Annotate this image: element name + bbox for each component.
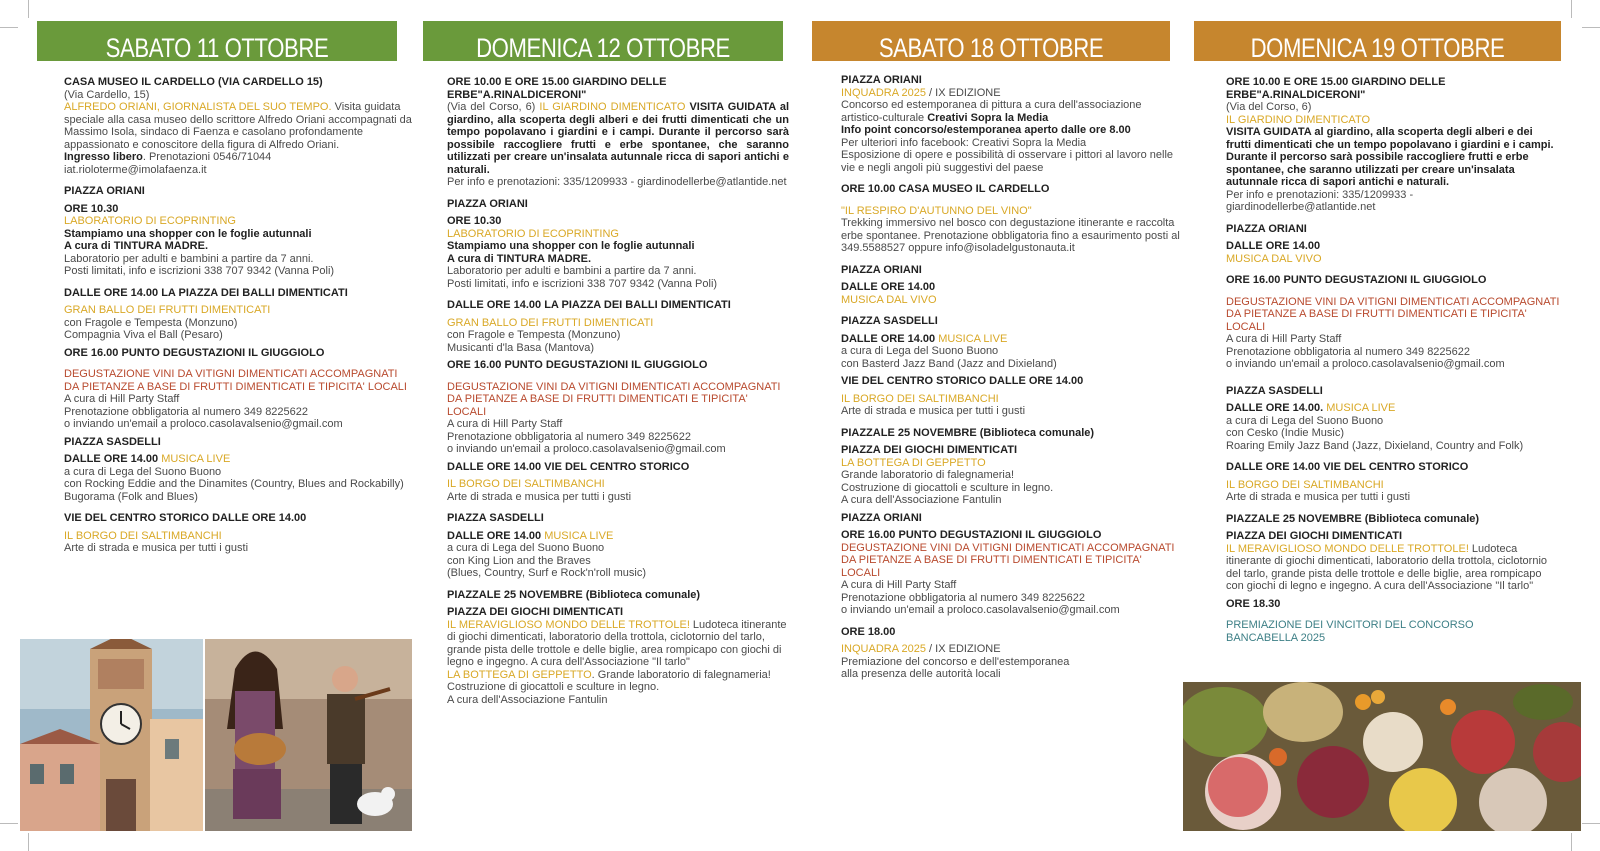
event-time: ORE 10.30 [447,215,502,227]
event-title: IL BORGO DEI SALTIMBANCHI [841,392,999,405]
event-title: MUSICA DAL VIVO [841,293,937,306]
col1-program: CASA MUSEO IL CARDELLO (VIA CARDELLO 15) (Via Cardello, 15) ALFREDO ORIANI, GIORNALISTA DEL SUO TEMPO. Visita guidata speciale alla casa museo dello scrittore Alfredo Oriani accompagnati da Massimo Isola, sindaco di Faenza e casolano profondamente appassionato e conoscitore della figura di Alfredo Oriani. Ingresso libero. Prenotazioni 0546/71044 iat.rioloterme@imolafaenza.it PIAZZA ORIANI ORE 10.30 LABORATORIO DI ECOPRINTING Stampiamo una shopper con le foglie autunnali A cura di TINTURA MADRE. Laboratorio per adulti e bambini a partire da 7 anni. Posti limitati, info e iscrizioni 338 707 9342 (Vanna Poli) DALLE ORE 14.00 LA PIAZZA DEI BALLI DIMENTICATI GRAN BALLO DEI FRUTTI DIMENTICATI con Fragole e Tempesta (Monzuno) Compagnia Viva el Ball (Pesaro) ORE 16.00 PUNTO DEGUSTAZIONI IL GIUGGIOLO DEGUSTAZIONE VINI DA VITIGNI DIMENTICATI ACCOMPAGNATI DA PIETANZE A BASE DI FRUTTI DIMENTICATI E TIPICITA' LOCALI A cura di Hill Party Staff Prenotazione obbligatoria al numero 349 8225622 o inviando un'email a proloco.casolavalsenio@gmail.com PIAZZA SASDELLI DALLE ORE 14.00 MUSICA LIVE a cura di Lega del Suono Buono con Rocking Eddie and the Dinamites (Country, Blues and Rockabilly) Bugorama (Folk and Blues) VIE DEL CENTRO STORICO DALLE ORE 14.00 IL BORGO DEI SALTIMBANCHI Arte di strada e musica per tutti i gusti [64,76,414,555]
event-description: VISITA GUIDATA al giardino, alla scoperta degli alberi e dei frutti dimenticati che un tempo popolavano i giardini e i campi. Durante il percorso sarà possibile raccogliere frutti e erbe spontanee, che saranno utilizzati per creare un'insalata autunnale ricca di sapori antichi e naturali. [1226,126,1554,188]
venue-title: PIAZZA DEI GIOCHI DIMENTICATI [841,444,1017,456]
venue-title: DALLE ORE 14.00 LA PIAZZA DEI BALLI DIMENTICATI [64,286,348,299]
clock-tower-photo [20,639,203,831]
event-time: DALLE ORE 14.00 MUSICA LIVE [447,529,614,542]
event-time: DALLE ORE 14.00 [1226,240,1321,252]
crop-mark [0,823,18,824]
event-time: DALLE ORE 14.00 MUSICA LIVE [841,332,1008,345]
venue-title: PIAZZA SASDELLI [64,435,161,448]
event-time: DALLE ORE 14.00 MUSICA LIVE [64,453,231,465]
event-title: ALFREDO ORIANI, GIORNALISTA DEL SUO TEMPO. [64,101,332,113]
venue-title: PIAZZA SASDELLI [447,512,544,524]
event-title: DEGUSTAZIONE VINI DA VITIGNI DIMENTICATI ACCOMPAGNATI [447,380,781,393]
event-time: DALLE ORE 14.00. MUSICA LIVE [1226,402,1396,414]
venue-title: PIAZZA DEI GIOCHI DIMENTICATI [1226,530,1402,542]
crop-mark [28,0,29,18]
event-description: LA BOTTEGA DI GEPPETTO. Grande laboratorio di falegnameria! [447,668,771,681]
venue-title: VIE DEL CENTRO STORICO DALLE ORE 14.00 [841,375,1084,387]
venue-address: (Via Cardello, 15) [64,88,150,101]
venue-title: CASA MUSEO IL CARDELLO (VIA CARDELLO 15) [64,76,323,88]
venue-title: PIAZZALE 25 NOVEMBRE (Biblioteca comunale) [447,588,701,601]
event-title: PREMIAZIONE DEI VINCITORI DEL CONCORSO [1226,619,1474,631]
event-description: IL MERAVIGLIOSO MONDO DELLE TROTTOLE! Ludoteca itinerante di giochi dimenticati, laboratorio della trottola, ciclotornio del tarlo, grande pista delle trottole e delle biglie, area rompicapo con giochi di legno e ingegno. A cura dell'Associazione "Il tarlo" [447,618,787,668]
venue-title: PIAZZA DEI GIOCHI DIMENTICATI [447,606,623,618]
venue-title: ORE 10.00 E ORE 15.00 GIARDINO DELLE ERBE"A.RINALDICERONI" [447,76,667,101]
venue-title: PIAZZA ORIANI [64,185,145,197]
event-title: "IL RESPIRO D'AUTUNNO DEL VINO" [841,204,1032,217]
venue-title: PIAZZA ORIANI [841,263,922,276]
venue-title: ORE 10.00 CASA MUSEO IL CARDELLO [841,183,1050,195]
venue-title: PIAZZA SASDELLI [841,315,938,327]
day-header-domenica-19: DOMENICA 19 OTTOBRE [1194,21,1561,61]
venue-title: DALLE ORE 14.00 VIE DEL CENTRO STORICO [1226,461,1469,473]
event-title: IL BORGO DEI SALTIMBANCHI [64,529,222,542]
venue-title: PIAZZA ORIANI [841,74,922,86]
event-title: GRAN BALLO DEI FRUTTI DIMENTICATI [64,304,271,316]
event-description: (Via del Corso, 6) IL GIARDINO DIMENTICATO VISITA GUIDATA al giardino, alla scoperta degli alberi e dei frutti dimenticati che un tempo popolavano i giardini e i campi. Durante il percorso sarà possibile raccogliere frutti e erbe spontanee, che saranno utilizzati per creare un'insalata autunnale ricca di sapori antichi e naturali. [447,101,789,176]
day-header-sabato-11: SABATO 11 OTTOBRE [37,21,397,61]
crop-mark [0,27,18,28]
event-description: Concorso ed estemporanea di pittura a cura dell'associazione artistico-culturale Creativi Sopra la Media [841,99,1142,124]
crop-mark [1582,823,1600,824]
day-header-domenica-12: DOMENICA 12 OTTOBRE [423,21,783,61]
venue-title: PIAZZA ORIANI [841,511,922,524]
event-title: DEGUSTAZIONE VINI DA VITIGNI DIMENTICATI ACCOMPAGNATI [64,368,398,380]
venue-address: (Via del Corso, 6) [1226,101,1312,113]
venue-title: PIAZZA ORIANI [447,197,528,210]
event-title: LABORATORIO DI ECOPRINTING [447,227,619,240]
crop-mark [1571,0,1572,18]
forgotten-fruits-photo [1183,682,1581,831]
venue-title: PIAZZALE 25 NOVEMBRE (Biblioteca comunale) [841,426,1095,439]
event-title: IL GIARDINO DIMENTICATO [1226,113,1371,126]
event-title: INQUADRA 2025 / IX EDIZIONE [841,643,1001,655]
venue-title: VIE DEL CENTRO STORICO DALLE ORE 14.00 [64,512,307,524]
event-title: INQUADRA 2025 / IX EDIZIONE [841,86,1001,99]
event-time: ORE 18.30 [1226,597,1281,610]
day-header-sabato-18: SABATO 18 OTTOBRE [812,21,1170,61]
event-title: MUSICA DAL VIVO [1226,252,1322,265]
event-title: IL BORGO DEI SALTIMBANCHI [447,478,605,490]
venue-title: DALLE ORE 14.00 VIE DEL CENTRO STORICO [447,460,690,473]
event-time: ORE 18.00 [841,625,896,638]
event-title: IL BORGO DEI SALTIMBANCHI [1226,478,1384,491]
event-title: LABORATORIO DI ECOPRINTING [64,215,236,227]
event-time: DALLE ORE 14.00 [841,281,936,293]
venue-title: PIAZZA ORIANI [1226,222,1307,235]
venue-title: ORE 16.00 PUNTO DEGUSTAZIONI IL GIUGGIOLO [447,359,708,371]
venue-title: PIAZZALE 25 NOVEMBRE (Biblioteca comunale) [1226,512,1480,525]
musicians-photo [205,639,412,831]
crop-mark [28,833,29,851]
venue-title: ORE 16.00 PUNTO DEGUSTAZIONI IL GIUGGIOLO [841,529,1102,541]
event-title: GRAN BALLO DEI FRUTTI DIMENTICATI [447,316,654,329]
col4-program: ORE 10.00 E ORE 15.00 GIARDINO DELLE ERBE"A.RINALDICERONI" (Via del Corso, 6) IL GIARDINO DIMENTICATO VISITA GUIDATA al giardino, alla scoperta degli alberi e dei frutti dimenticati che un tempo popolavano i giardini e i campi. Durante il percorso sarà possibile raccogliere frutti e erbe spontanee, che saranno utilizzati per creare un'insalata autunnale ricca di sapori antichi e naturali. Per info e prenotazioni: 335/1209933 - giardinodellerbe@atlantide.net PIAZZA ORIANI DALLE ORE 14.00 MUSICA DAL VIVO ORE 16.00 PUNTO DEGUSTAZIONI IL GIUGGIOLO DEGUSTAZIONE VINI DA VITIGNI DIMENTICATI ACCOMPAGNATI DA PIETANZE A BASE DI FRUTTI DIMENTICATI E TIPICITA' LOCALI A cura di Hill Party Staff Prenotazione obbligatoria al numero 349 8225622 o inviando un'email a proloco.casolavalsenio@gmail.com PIAZZA SASDELLI DALLE ORE 14.00. MUSICA LIVE a cura di Lega del Suono Buono con Cesko (Indie Music) Roaring Emily Jazz Band (Jazz, Dixieland, Country and Folk) DALLE ORE 14.00 VIE DEL CENTRO STORICO IL BORGO DEI SALTIMBANCHI Arte di strada e musica per tutti i gusti PIAZZALE 25 NOVEMBRE (Biblioteca comunale) PIAZZA DEI GIOCHI DIMENTICATI IL MERAVIGLIOSO MONDO DELLE TROTTOLE! Ludoteca itinerante di giochi dimenticati, laboratorio della trottola, ciclotornio del tarlo, grande pista delle trottole e delle biglie, area rompicapo con giochi di legno e ingegno. A cura dell'Associazione "Il tarlo" ORE 18.30 PREMIAZIONE DEI VINCITORI DEL CONCORSO BANCABELLA 2025 [1226,76,1560,644]
event-title: DEGUSTAZIONE VINI DA VITIGNI DIMENTICATI ACCOMPAGNATI [841,541,1175,554]
col2-program: ORE 10.00 E ORE 15.00 GIARDINO DELLE ERBE"A.RINALDICERONI" (Via del Corso, 6) IL GIARDINO DIMENTICATO VISITA GUIDATA al giardino, alla scoperta degli alberi e dei frutti dimenticati che un tempo popolavano i giardini e i campi. Durante il percorso sarà possibile raccogliere frutti e erbe spontanee, che saranno utilizzati per creare un'insalata autunnale ricca di sapori antichi e naturali. Per info e prenotazioni: 335/1209933 - giardinodellerbe@atlantide.net PIAZZA ORIANI ORE 10.30 LABORATORIO DI ECOPRINTING Stampiamo una shopper con le foglie autunnali A cura di TINTURA MADRE. Laboratorio per adulti e bambini a partire da 7 anni. Posti limitati, info e iscrizioni 338 707 9342 (Vanna Poli) DALLE ORE 14.00 LA PIAZZA DEI BALLI DIMENTICATI GRAN BALLO DEI FRUTTI DIMENTICATI con Fragole e Tempesta (Monzuno) Musicanti d'la Basa (Mantova) ORE 16.00 PUNTO DEGUSTAZIONI IL GIUGGIOLO DEGUSTAZIONE VINI DA VITIGNI DIMENTICATI ACCOMPAGNATI DA PIETANZE A BASE DI FRUTTI DIMENTICATI E TIPICITA' LOCALI A cura di Hill Party Staff Prenotazione obbligatoria al numero 349 8225622 o inviando un'email a proloco.casolavalsenio@gmail.com DALLE ORE 14.00 VIE DEL CENTRO STORICO IL BORGO DEI SALTIMBANCHI Arte di strada e musica per tutti i gusti PIAZZA SASDELLI DALLE ORE 14.00 MUSICA LIVE a cura di Lega del Suono Buono con King Lion and the Braves (Blues, Country, Surf e Rock'n'roll music) PIAZZALE 25 NOVEMBRE (Biblioteca comunale) PIAZZA DEI GIOCHI DIMENTICATI IL MERAVIGLIOSO MONDO DELLE TROTTOLE! Ludoteca itinerante di giochi dimenticati, laboratorio della trottola, ciclotornio del tarlo, grande pista delle trottole e delle biglie, area rompicapo con giochi di legno e ingegno. A cura dell'Associazione "Il tarlo" LA BOTTEGA DI GEPPETTO. Grande laboratorio di falegnameria! Costruzione di giocattoli e sculture in legno. A cura dell'Associazione Fantulin [447,76,789,706]
venue-title: ORE 10.00 E ORE 15.00 GIARDINO DELLE ERBE"A.RINALDICERONI" [1226,76,1446,101]
event-time: ORE 10.30 [64,202,119,215]
crop-mark [1571,833,1572,851]
event-title: DEGUSTAZIONE VINI DA VITIGNI DIMENTICATI ACCOMPAGNATI [1226,295,1560,308]
booking-info: Ingresso libero. Prenotazioni 0546/71044 iat.rioloterme@imolafaenza.it [64,151,272,176]
venue-title: PIAZZA SASDELLI [1226,384,1323,397]
venue-title: ORE 16.00 PUNTO DEGUSTAZIONI IL GIUGGIOLO [1226,274,1487,286]
venue-title: DALLE ORE 14.00 LA PIAZZA DEI BALLI DIMENTICATI [447,299,731,311]
col3-program: PIAZZA ORIANI INQUADRA 2025 / IX EDIZIONE Concorso ed estemporanea di pittura a cura dell'associazione artistico-culturale Creativi Sopra la Media Info point concorso/estemporanea aperto dalle ore 8.00 Per ulteriori info facebook: Creativi Sopra la Media Esposizione di opere e possibilità di osservare i pittori al lavoro nelle vie e negli angoli più suggestivi del paese ORE 10.00 CASA MUSEO IL CARDELLO "IL RESPIRO D'AUTUNNO DEL VINO" Trekking immersivo nel bosco con degustazione itinerante e raccolta erbe spontanee. Prenotazione obbligatoria fino a esaurimento posti al 349.5588527 oppure info@isoladelgustonauta.it PIAZZA ORIANI DALLE ORE 14.00 MUSICA DAL VIVO PIAZZA SASDELLI DALLE ORE 14.00 MUSICA LIVE a cura di Lega del Suono Buono con Basterd Jazz Band (Jazz and Dixieland) VIE DEL CENTRO STORICO DALLE ORE 14.00 IL BORGO DEI SALTIMBANCHI Arte di strada e musica per tutti i gusti PIAZZALE 25 NOVEMBRE (Biblioteca comunale) PIAZZA DEI GIOCHI DIMENTICATI LA BOTTEGA DI GEPPETTO Grande laboratorio di falegnameria! Costruzione di giocattoli e sculture in legno. A cura dell'Associazione Fantulin PIAZZA ORIANI ORE 16.00 PUNTO DEGUSTAZIONI IL GIUGGIOLO DEGUSTAZIONE VINI DA VITIGNI DIMENTICATI ACCOMPAGNATI DA PIETANZE A BASE DI FRUTTI DIMENTICATI E TIPICITA' LOCALI A cura di Hill Party Staff Prenotazione obbligatoria al numero 349 8225622 o inviando un'email a proloco.casolavalsenio@gmail.com ORE 18.00 INQUADRA 2025 / IX EDIZIONE Premiazione del concorso e dell'estemporanea alla presenza delle autorità locali [841,74,1180,680]
event-description: ALFREDO ORIANI, GIORNALISTA DEL SUO TEMPO. Visita guidata speciale alla casa museo dello scrittore Alfredo Oriani accompagnati da Massimo Isola, sindaco di Faenza e casolano profondamente appassionato e conoscitore della figura di Alfredo Oriani. [64,101,412,151]
venue-title: ORE 16.00 PUNTO DEGUSTAZIONI IL GIUGGIOLO [64,346,325,359]
event-title: LA BOTTEGA DI GEPPETTO [841,456,986,469]
crop-mark [1582,27,1600,28]
event-description: IL MERAVIGLIOSO MONDO DELLE TROTTOLE! Ludoteca itinerante di giochi dimenticati, laboratorio della trottola, ciclotornio del tarlo, grande pista delle trottole e delle biglie, area rompicapo con giochi di legno e ingegno. A cura dell'Associazione "Il tarlo" [1226,542,1548,592]
